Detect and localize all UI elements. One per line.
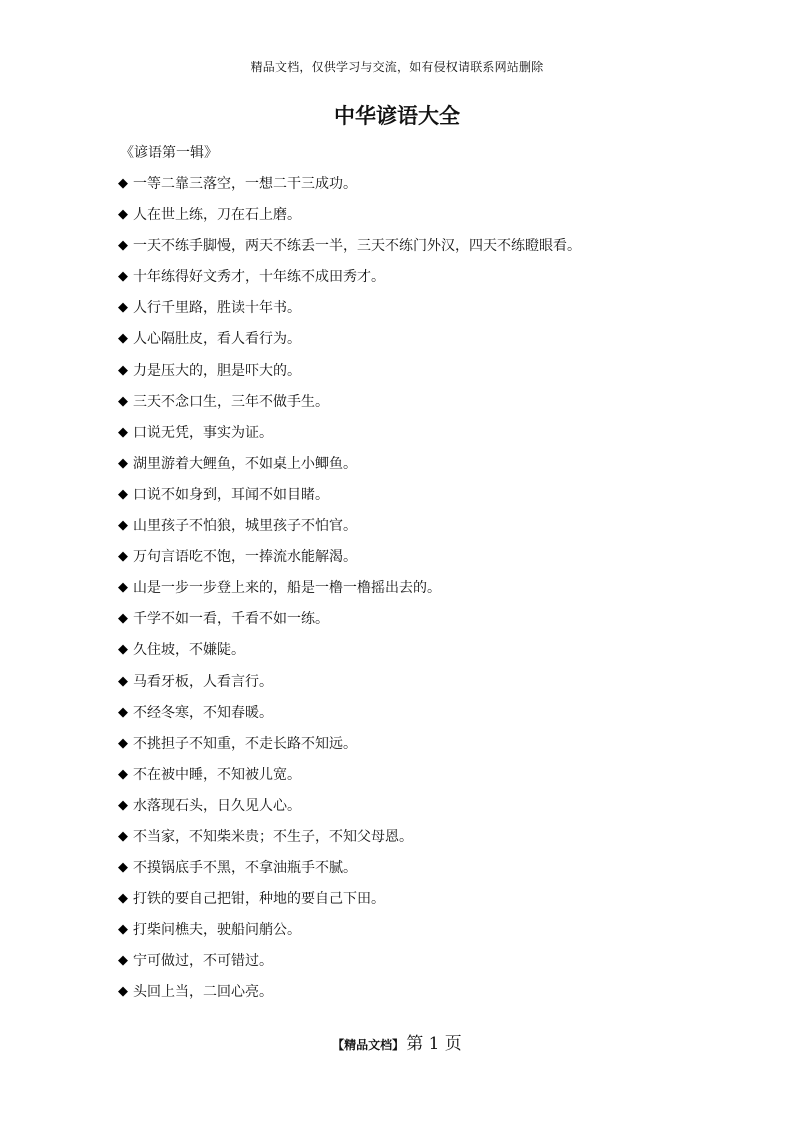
page-title: 中华谚语大全 xyxy=(334,103,460,128)
proverb-item xyxy=(118,827,678,858)
proverb-text: 久住坡，不嫌陡。 xyxy=(133,642,245,659)
section-label: 《谚语第一辑》 xyxy=(120,145,218,161)
proverb-text: 一天不练手脚慢，两天不练丢一半，三天不练门外汉，四天不练瞪眼看。 xyxy=(133,238,581,255)
black-diamond-icon: ◆ xyxy=(118,673,128,689)
black-diamond-icon: ◆ xyxy=(118,300,128,316)
proverb-text: 人行千里路，胜读十年书。 xyxy=(133,300,301,317)
proverb-text: 打柴问樵夫，驶船问艄公。 xyxy=(133,922,301,939)
black-diamond-icon: ◆ xyxy=(118,797,128,813)
black-diamond-icon: ◆ xyxy=(118,611,128,627)
black-diamond-icon: ◆ xyxy=(118,424,128,440)
black-diamond-icon: ◆ xyxy=(118,486,128,502)
black-diamond-icon: ◆ xyxy=(118,953,128,969)
proverb-text: 千学不如一看，千看不如一练。 xyxy=(133,611,329,628)
proverb-text: 宁可做过，不可错过。 xyxy=(133,953,273,970)
proverb-item xyxy=(118,609,678,640)
proverb-text: 不摸锅底手不黑，不拿油瓶手不腻。 xyxy=(133,860,357,877)
proverb-item xyxy=(118,329,678,360)
proverb-text: 山里孩子不怕狼，城里孩子不怕官。 xyxy=(133,518,357,535)
proverb-item xyxy=(118,672,678,703)
proverb-text: 头回上当，二回心亮。 xyxy=(133,984,273,1001)
proverb-item xyxy=(118,267,678,298)
proverb-text: 口说不如身到，耳闻不如目睹。 xyxy=(133,486,329,503)
proverb-text: 人心隔肚皮，看人看行为。 xyxy=(133,331,301,348)
page-header-notice: 精品文档，仅供学习与交流，如有侵权请联系网站删除 xyxy=(250,60,544,74)
proverb-item xyxy=(118,547,678,578)
black-diamond-icon: ◆ xyxy=(118,549,128,565)
proverb-item xyxy=(118,796,678,827)
proverb-item xyxy=(118,640,678,671)
proverb-item xyxy=(118,205,678,236)
proverb-item xyxy=(118,454,678,485)
proverb-text: 三天不念口生，三年不做手生。 xyxy=(133,393,329,410)
black-diamond-icon: ◆ xyxy=(118,984,128,1000)
black-diamond-icon: ◆ xyxy=(118,455,128,471)
proverb-list xyxy=(118,174,678,1014)
proverb-item xyxy=(118,982,678,1013)
black-diamond-icon: ◆ xyxy=(118,766,128,782)
page-number: 第 1 页 xyxy=(406,1034,462,1054)
proverb-item xyxy=(118,516,678,547)
proverb-text: 万句言语吃不饱，一捧流水能解渴。 xyxy=(133,549,357,566)
black-diamond-icon: ◆ xyxy=(118,238,128,254)
proverb-text: 打铁的要自己把钳，种地的要自己下田。 xyxy=(133,891,385,908)
black-diamond-icon: ◆ xyxy=(118,362,128,378)
black-diamond-icon: ◆ xyxy=(118,642,128,658)
proverb-item xyxy=(118,298,678,329)
proverb-item xyxy=(118,858,678,889)
proverb-item xyxy=(118,423,678,454)
proverb-text: 一等二靠三落空，一想二干三成功。 xyxy=(133,176,357,192)
proverb-item xyxy=(118,236,678,267)
proverb-text: 人在世上练，刀在石上磨。 xyxy=(133,207,301,224)
black-diamond-icon: ◆ xyxy=(118,331,128,347)
black-diamond-icon: ◆ xyxy=(118,828,128,844)
proverb-item xyxy=(118,951,678,982)
black-diamond-icon: ◆ xyxy=(118,518,128,534)
proverb-item xyxy=(118,485,678,516)
black-diamond-icon: ◆ xyxy=(118,580,128,596)
proverb-item xyxy=(118,392,678,423)
proverb-text: 湖里游着大鲤鱼，不如桌上小鲫鱼。 xyxy=(133,455,357,472)
proverb-text: 水落现石头，日久见人心。 xyxy=(133,797,301,814)
proverb-item xyxy=(118,361,678,392)
black-diamond-icon: ◆ xyxy=(118,704,128,720)
proverb-text: 马看牙板，人看言行。 xyxy=(133,673,273,690)
proverb-item xyxy=(118,703,678,734)
proverb-item xyxy=(118,734,678,765)
black-diamond-icon: ◆ xyxy=(118,393,128,409)
proverb-text: 不挑担子不知重，不走长路不知远。 xyxy=(133,735,357,752)
proverb-text: 不当家，不知柴米贵；不生子，不知父母恩。 xyxy=(133,828,413,845)
proverb-text: 不在被中睡，不知被儿宽。 xyxy=(133,766,301,783)
black-diamond-icon: ◆ xyxy=(118,735,128,751)
proverb-item xyxy=(118,889,678,920)
proverb-item xyxy=(118,174,678,205)
black-diamond-icon: ◆ xyxy=(118,891,128,907)
black-diamond-icon: ◆ xyxy=(118,860,128,876)
proverb-text: 山是一步一步登上来的，船是一橹一橹摇出去的。 xyxy=(133,580,441,597)
proverb-item xyxy=(118,920,678,951)
footer-tag: 【精品文档】 xyxy=(332,1038,405,1052)
black-diamond-icon: ◆ xyxy=(118,207,128,223)
proverb-text: 力是压大的，胆是吓大的。 xyxy=(133,362,301,379)
page-footer xyxy=(0,1034,794,1055)
black-diamond-icon: ◆ xyxy=(118,269,128,285)
proverb-text: 口说无凭，事实为证。 xyxy=(133,424,273,441)
proverb-text: 十年练得好文秀才，十年练不成田秀才。 xyxy=(133,269,385,286)
black-diamond-icon: ◆ xyxy=(118,176,128,191)
black-diamond-icon: ◆ xyxy=(118,922,128,938)
proverb-text: 不经冬寒，不知春暖。 xyxy=(133,704,273,721)
proverb-item xyxy=(118,765,678,796)
proverb-item xyxy=(118,578,678,609)
